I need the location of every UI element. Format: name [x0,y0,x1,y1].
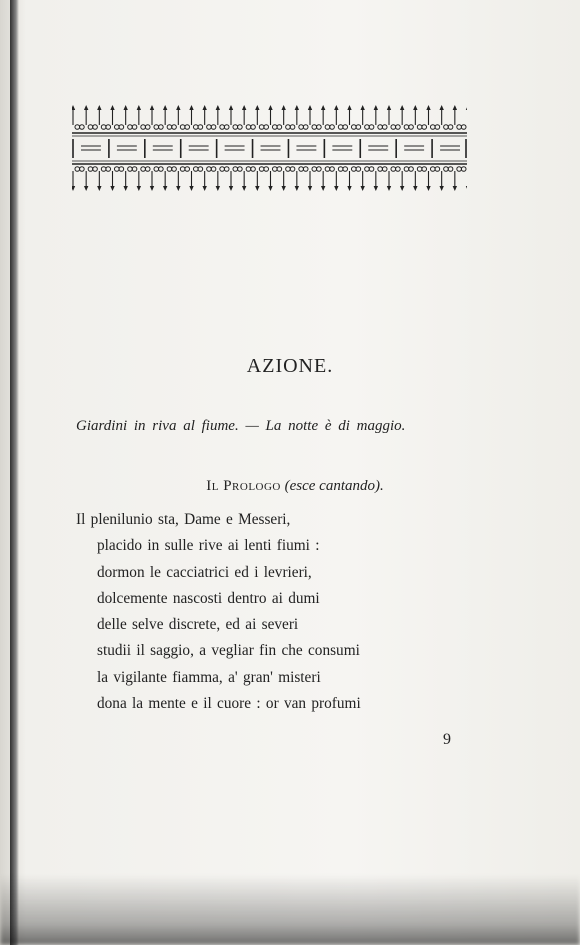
ornament-scroll [224,125,229,130]
ornament-finial-tip [360,105,364,110]
ornament-finial-tip [123,186,127,191]
ornament-finial-tip [426,186,430,191]
ornament-scroll [286,125,291,130]
verse-line: dormon le cacciatrici ed i levrieri, [97,563,312,581]
ornament-middle-band [73,139,466,158]
ornament-scroll [317,167,322,172]
ornament-scroll [259,125,264,130]
ornament-scroll [391,167,396,172]
verse-line: la vigilante fiamma, a' gran' misteri [97,668,321,686]
ornament-scroll [356,167,361,172]
ornament-finial-tip [137,186,141,191]
verse-line: dolcemente nascosti dentro ai dumi [97,589,320,607]
ornament-scroll [141,167,146,172]
ornament-finial-tip [439,105,443,110]
section-heading: AZIONE. [246,355,334,377]
ornament-finial-tip [242,105,246,110]
ornament-scroll [312,125,317,130]
ornament-scroll [444,125,449,130]
speaker-direction: (esce cantando). [284,478,384,494]
decorative-ornament-band [72,103,467,193]
ornament-scroll [303,167,308,172]
ornament-finial-tip [413,186,417,191]
ornament-scroll [299,167,304,172]
ornament-finial-tip [72,186,75,191]
ornament-finial-tip [97,105,101,110]
ornament-finial-tip [347,105,351,110]
ornament-scroll [290,125,295,130]
page-bottom-shadow [0,875,580,945]
ornament-scroll [299,125,304,130]
ornament-scroll [317,125,322,130]
ornament-finial-tip [387,105,391,110]
ornament-finial-tip [216,186,220,191]
ornament-finial-tip [466,186,467,191]
ornament-scroll [365,167,370,172]
ornament-scroll [272,125,277,130]
ornament-scroll [330,167,335,172]
ornament-scroll [233,125,238,130]
ornament-scroll [303,125,308,130]
ornament-scroll [180,167,185,172]
ornament-scroll [338,167,343,172]
ornament-finial-tip [268,186,272,191]
ornament-scroll [382,125,387,130]
ornament-finial-tip [281,105,285,110]
ornament-scroll [312,167,317,172]
ornament-scroll [396,125,401,130]
ornament-finial-tip [387,186,391,191]
stage-direction: Giardini in riva al fiume. — La notte è di maggio. [76,418,406,434]
ornament-scroll [93,167,98,172]
ornament-finial-tip [400,105,404,110]
ornament-scroll [290,167,295,172]
ornament-scroll [145,167,150,172]
verse-block [76,507,496,717]
ornament-finial-tip [466,105,467,110]
ornament-finial-tip [176,186,180,191]
ornament-scroll [457,167,462,172]
ornament-finial-tip [321,186,325,191]
ornament-scroll [198,167,203,172]
ornament-finial-tip [255,186,259,191]
ornament-scroll [448,125,453,130]
ornament-scroll [343,125,348,130]
ornament-finial-tip [216,105,220,110]
ornament-finial-tip [72,105,75,110]
ornament-finial-tip [295,186,299,191]
speaker-name: Il Prologo [206,478,281,494]
ornament-scroll [343,167,348,172]
ornament-scroll [351,167,356,172]
ornament-finial-tip [84,105,88,110]
ornament-finial-tip [202,105,206,110]
ornament-top-finials [72,105,467,125]
ornament-scroll [224,167,229,172]
ornament-finial-tip [110,105,114,110]
ornament-scroll [430,167,435,172]
ornament-scroll [220,125,225,130]
ornament-bottom-scrolls [75,167,466,172]
ornament-finial-tip [150,105,154,110]
ornament-scroll [264,167,269,172]
ornament-finial-tip [281,186,285,191]
ornament-scroll [119,167,124,172]
ornament-finial-tip [255,105,259,110]
verse-line: studii il saggio, a vegliar fin che consumi [97,642,360,660]
ornament-finial-tip [295,105,299,110]
ornament-finial-tip [426,105,430,110]
ornament-scroll [461,167,466,172]
ornament-scroll [193,167,198,172]
ornament-scroll [141,125,146,130]
ornament-scroll [259,167,264,172]
ornament-finial-tip [400,186,404,191]
ornament-scroll [277,167,282,172]
ornament-finial-tip [334,186,338,191]
ornament-scroll [114,125,119,130]
verse-line: delle selve discrete, ed ai severi [97,616,299,634]
ornament-scroll [246,167,251,172]
ornament-finial-tip [334,105,338,110]
ornament-scroll [211,167,216,172]
ornament-scroll [338,125,343,130]
ornament-scroll [88,167,93,172]
ornament-scroll [325,125,330,130]
ornament-scroll [409,167,414,172]
ornament-scroll [172,125,177,130]
ornament-scroll [106,167,111,172]
ornament-scroll [114,167,119,172]
ornament-scroll [207,167,212,172]
ornament-scroll [238,125,243,130]
ornament-scroll [435,125,440,130]
ornament-scroll [207,125,212,130]
ornament-scroll [369,125,374,130]
ornament-scroll [378,125,383,130]
ornament-finial-tip [189,186,193,191]
ornament-finial-tip [453,105,457,110]
ornament-scroll [119,125,124,130]
ornament-finial-tip [163,105,167,110]
ornament-finial-tip [123,105,127,110]
ornament-scroll [356,125,361,130]
ornament-scroll [246,125,251,130]
ornament-finial-tip [97,186,101,191]
ornament-scroll [264,125,269,130]
ornament-scroll [211,125,216,130]
ornament-finial-tip [439,186,443,191]
ornament-finial-tip [321,105,325,110]
ornament-finial-tip [360,186,364,191]
ornament-scroll [422,125,427,130]
verse-line: placido in sulle rive ai lenti fiumi : [97,537,320,555]
ornament-finial-tip [202,186,206,191]
ornament-scroll [417,125,422,130]
ornament-finial-tip [84,186,88,191]
ornament-scroll [101,167,106,172]
ornament-finial-tip [413,105,417,110]
ornament-scroll [80,167,85,172]
ornament-scroll [238,167,243,172]
ornament-scroll [198,125,203,130]
ornament-finial-tip [347,186,351,191]
ornament-scroll [448,167,453,172]
book-spine-shadow [10,0,19,945]
ornament-finial-tip [229,105,233,110]
ornament-bottom-finials [72,171,467,191]
ornament-scroll [461,125,466,130]
ornament-scroll [404,167,409,172]
ornament-scroll [172,167,177,172]
verse-line: dona la mente e il cuore : or van profumi [97,695,361,713]
ornament-finial-tip [242,186,246,191]
page-number: 9 [443,731,451,748]
ornament-scroll [325,167,330,172]
ornament-scroll [369,167,374,172]
ornament-scroll [435,167,440,172]
ornament-scroll [457,125,462,130]
ornament-scroll [351,125,356,130]
ornament-scroll [277,125,282,130]
ornament-scroll [220,167,225,172]
ornament-scroll [159,125,164,130]
ornament-finial-tip [308,105,312,110]
ornament-scroll [391,125,396,130]
ornament-scroll [444,167,449,172]
ornament-scroll [75,167,80,172]
ornament-scroll [251,167,256,172]
ornament-scroll [80,125,85,130]
ornament-scroll [430,125,435,130]
ornament-scroll [378,167,383,172]
ornament-finial-tip [137,105,141,110]
ornament-scroll [286,167,291,172]
ornament-top-scrolls [75,125,466,130]
ornament-finial-tip [268,105,272,110]
ornament-finial-tip [150,186,154,191]
ornament-finial-tip [189,105,193,110]
ornament-scroll [233,167,238,172]
ornament-scroll [409,125,414,130]
verse-line: Il plenilunio sta, Dame e Messeri, [76,511,291,528]
ornament-scroll [159,167,164,172]
ornament-scroll [93,125,98,130]
ornament-finial-tip [229,186,233,191]
ornament-scroll [167,125,172,130]
ornament-scroll [132,167,137,172]
ornament-scroll [185,167,190,172]
speaker-line [0,478,580,495]
ornament-scroll [180,125,185,130]
ornament-scroll [417,167,422,172]
ornament-scroll [132,125,137,130]
ornament-scroll [128,125,133,130]
ornament-scroll [154,125,159,130]
ornament-scroll [382,167,387,172]
ornament-scroll [404,125,409,130]
ornament-scroll [185,125,190,130]
ornament-scroll [193,125,198,130]
ornament-scroll [88,125,93,130]
ornament-scroll [106,125,111,130]
ornament-scroll [272,167,277,172]
ornament-finial-tip [163,186,167,191]
ornament-scroll [422,167,427,172]
ornament-scroll [154,167,159,172]
ornament-finial-tip [453,186,457,191]
ornament-scroll [75,125,80,130]
ornament-scroll [128,167,133,172]
ornament-scroll [365,125,370,130]
ornament-scroll [396,167,401,172]
ornament-scroll [101,125,106,130]
ornament-scroll [145,125,150,130]
ornament-scroll [251,125,256,130]
ornament-scroll [330,125,335,130]
ornament-scroll [167,167,172,172]
ornament-finial-tip [176,105,180,110]
ornament-finial-tip [308,186,312,191]
ornament-finial-tip [374,186,378,191]
ornament-finial-tip [110,186,114,191]
ornament-finial-tip [374,105,378,110]
